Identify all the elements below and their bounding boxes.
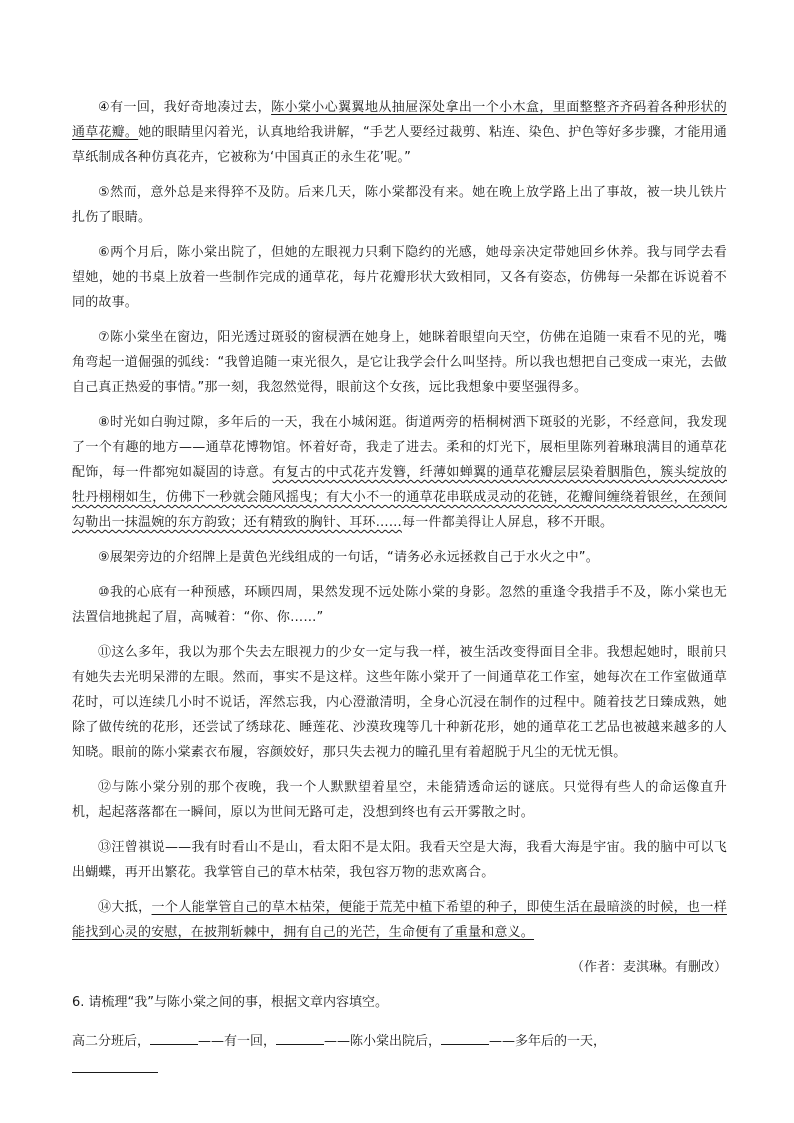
paragraph-4-lead: ④有一回，我好奇地凑过去， bbox=[98, 100, 272, 115]
paragraph-10: ⑩我的心底有一种预感，环顾四周，果然发现不远处陈小棠的身影。忽然的重逢令我措手不及，陈小棠也无法置信地挑起了眉，高喊着：“你、你……” bbox=[72, 585, 727, 625]
author-credit: （作者：麦淇琳。有删改） bbox=[570, 960, 727, 975]
paragraph-14-lead: ⑭大抵， bbox=[98, 900, 152, 915]
paragraph-6: ⑥两个月后，陈小棠出院了，但她的左眼视力只剩下隐约的光感，她母亲决定带她回乡休养。我与同学去看望她，她的书桌上放着一些制作完成的通草花，每片花瓣形状大致相同，又各有姿态，仿佛每一朵都在诉说着不同的故事。 bbox=[72, 245, 727, 310]
fill-segment-3: ——陈小棠出院后， bbox=[324, 1034, 442, 1049]
paragraph-8-lead: ⑧时光如白驹过隙，多年后的一天，我在小城闲逛。街道两旁的梧桐树洒下斑驳的光影，不经意间，我发现了一个有趣的地方——通草花博物馆。怀着好奇，我走了进去。柔和的灯光下，展柜里陈列着琳琅满目的通草花配饰，每一件都宛如凝固的诗意。 bbox=[72, 415, 727, 480]
paragraph-8-underlined: 有复古的中式花卉发簪，纤薄如蝉翼的通草花瓣层层染着胭脂色，簇头绽放的牡丹栩栩如生，仿佛下一秒就会随风摇曳；有大小不一的通草花串联成灵动的花链，花瓣间缠绕着银丝，在颈间勾勒出一抹温婉的东方韵致；还有精致的胸针、耳环…… bbox=[72, 465, 727, 530]
question-prompt: 6. 请梳理“我”与陈小棠之间的事，根据文章内容填空。 bbox=[72, 995, 389, 1010]
paragraph-8 bbox=[72, 410, 727, 535]
paragraph-14-underlined: 一个人能掌管自己的草木枯荣，便能于荒芜中植下希望的种子，即使生活在最暗淡的时候，也一样能找到心灵的安慰，在披荆斩棘中，拥有自己的光芒，生命便有了重量和意义。 bbox=[72, 900, 727, 940]
fill-segment-4: ——多年后的一天， bbox=[489, 1034, 607, 1049]
answer-blank-3[interactable] bbox=[441, 1030, 489, 1045]
answer-blank-1[interactable] bbox=[150, 1030, 198, 1045]
paragraph-12: ⑫与陈小棠分别的那个夜晚，我一个人默默望着星空，未能猜透命运的谜底。只觉得有些人的命运像直升机，起起落落都在一瞬间，原以为世间无路可走，没想到终也有云开雾散之时。 bbox=[72, 780, 727, 820]
paragraph-8-rest: 每一件都美得让人屏息，移不开眼。 bbox=[402, 515, 614, 530]
answer-blank-2[interactable] bbox=[276, 1030, 324, 1045]
paragraph-4-rest: 她的眼睛里闪着光，认真地给我讲解，“手艺人要经过裁剪、粘连、染色、护色等好多步骤，才能用通草纸制成各种仿真花卉，它被称为‘中国真正的永生花’呢。” bbox=[72, 125, 727, 165]
paragraph-13: ⑬汪曾祺说——我有时看山不是山，看太阳不是太阳。我看天空是大海，我看大海是宇宙。我的脑中可以飞出蝴蝶，再开出繁花。我掌管自己的草木枯荣，我包容万物的悲欢离合。 bbox=[72, 840, 727, 880]
paragraph-11: ⑪这么多年，我以为那个失去左眼视力的少女一定与我一样，被生活改变得面目全非。我想起她时，眼前只有她失去光明呆滞的左眼。然而，事实不是这样。这些年陈小棠开了一间通草花工作室，她每次在工作室做通草花时，可以连续几小时不说话，浑然忘我，内心澄澈清明，全身心沉浸在制作的过程中。随着技艺日臻成熟，她除了做传统的花形，还尝试了绣球花、睡莲花、沙漠玫瑰等几十种新花形，她的通草花工艺品也被越来越多的人知晓。眼前的陈小棠素衣布履，容颜姣好，那只失去视力的瞳孔里有着超脱于凡尘的无忧无惧。 bbox=[72, 645, 727, 760]
paragraph-5: ⑤然而，意外总是来得猝不及防。后来几天，陈小棠都没有来。她在晚上放学路上出了事故，被一块儿铁片扎伤了眼睛。 bbox=[72, 185, 727, 225]
fill-in-line bbox=[72, 1029, 727, 1082]
answer-blank-4[interactable] bbox=[72, 1058, 158, 1073]
fill-segment-1: 高二分班后， bbox=[72, 1034, 151, 1049]
paragraph-9: ⑨展架旁边的介绍牌上是黄色光线组成的一句话，“请务必永远拯救自己于水火之中”。 bbox=[98, 550, 599, 565]
paragraph-4-underlined: 陈小棠小心翼翼地从抽屉深处拿出一个小木盒，里面整整齐齐码着各种形状的通草花瓣。 bbox=[72, 100, 727, 140]
document-page bbox=[72, 95, 727, 1082]
paragraph-4 bbox=[72, 95, 727, 170]
paragraph-7: ⑦陈小棠坐在窗边，阳光透过斑驳的窗棂洒在她身上，她眯着眼望向天空，仿佛在追随一束看不见的光，嘴角弯起一道倔强的弧线：“我曾追随一束光很久，是它让我学会什么叫坚持。所以我也想把自己变成一束光，去做自己真正热爱的事情。”那一刻，我忽然觉得，眼前这个女孩，远比我想象中要坚强得多。 bbox=[72, 330, 727, 395]
paragraph-14 bbox=[72, 895, 727, 945]
fill-segment-2: ——有一回， bbox=[198, 1034, 277, 1049]
